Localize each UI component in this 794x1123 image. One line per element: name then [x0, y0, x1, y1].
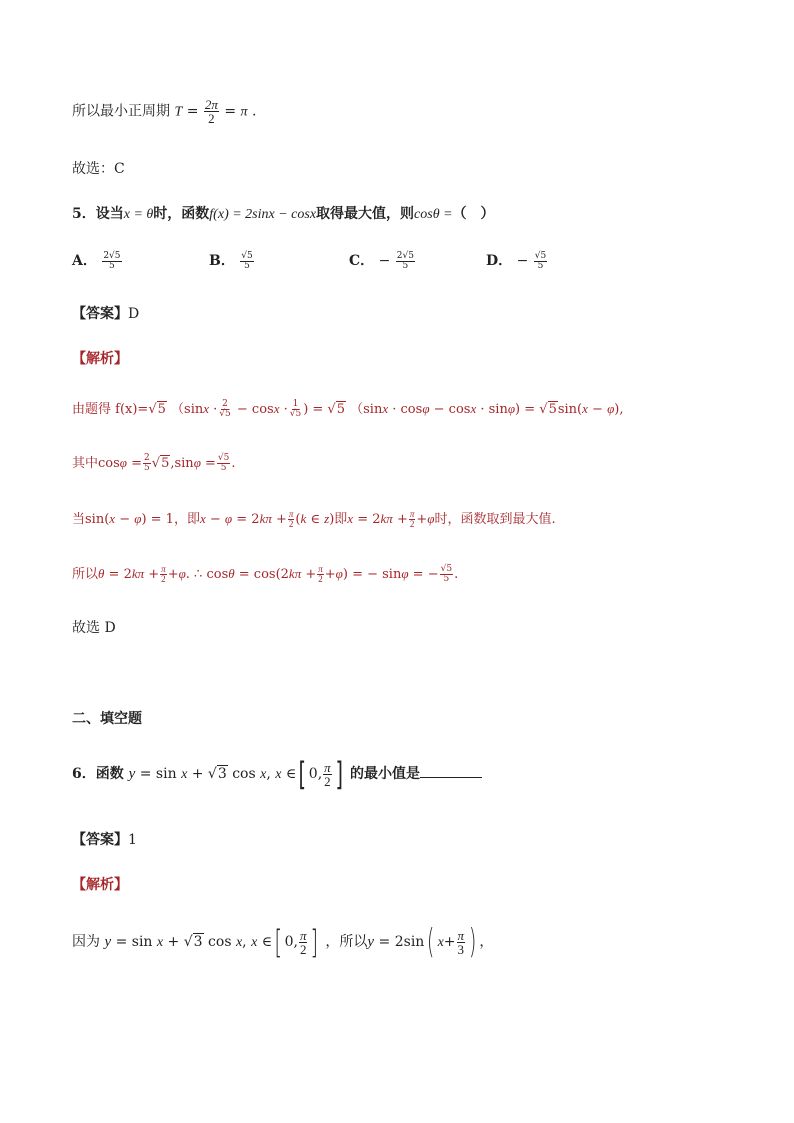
- period-label: 所以最小正周期: [72, 103, 170, 120]
- q5-options: [72, 250, 712, 278]
- option-d: D． − $\frac{√5}{5}$: [486, 250, 547, 271]
- q5-answer-value: D: [128, 306, 140, 322]
- q6-analysis-label: 【解析】: [72, 877, 128, 893]
- q6-number: 6．: [72, 766, 96, 782]
- q6-step1: 因为 y = sin x + √3 cos x, x ∈[ 0, $\frac{\pi}{2}$ ] ，所以y = 2sin( x+ $\frac{\pi}{3}$ ) ，: [72, 922, 494, 962]
- q5-stem: 5．设当x = θ时，函数f(x) = 2sinx − cosx取得最大值，则cosθ =（ ）: [72, 206, 495, 222]
- option-c: C． − $\frac{2√5}{5}$: [349, 250, 414, 271]
- q5-ask: cosθ =: [414, 207, 453, 222]
- option-a: A． $\frac{2√5}{5}$: [72, 250, 121, 271]
- option-b: B． $\frac{√5}{5}$: [209, 250, 253, 271]
- q6-answer-value: 1: [128, 832, 137, 848]
- q5-answer: 【答案】D: [72, 306, 140, 322]
- fill-blank: [420, 763, 482, 778]
- period-line: 所以最小正周期 T = $\frac{2\pi}{2}$ = π .: [72, 97, 257, 126]
- q5-function: f(x) = 2sinx − cosx: [209, 207, 317, 222]
- q5-paren: （ ）: [452, 206, 495, 222]
- q5-number: 5．: [72, 206, 96, 222]
- q5-analysis-label: 【解析】: [72, 351, 128, 367]
- section-title: 二、填空题: [72, 711, 142, 727]
- period-result: π: [240, 104, 248, 120]
- q6-answer: 【答案】1: [72, 832, 137, 848]
- q6-stem: 6．函数 y = sin x + √3 cos x, x ∈[ 0, $\frac{\pi}{2}$ ] 的最小值是: [72, 758, 482, 790]
- q5-step2: 其中cosφ = $\frac{2}{5}$ √5,sinφ = $\frac{√5}{5}$ .: [72, 453, 236, 473]
- q5-chosen: 故选 D: [72, 620, 116, 636]
- period-fraction: $\frac{2\pi}{2}$: [204, 97, 218, 126]
- q5-step4: 所以θ = 2kπ + $\frac{\pi}{2}$ +φ. ∴ cosθ = cos(2kπ + $\frac{\pi}{2}$ +φ) = − sinφ = − $\frac{√5}{5}$ .: [72, 564, 459, 584]
- q5-step1: 由题得 f(x)=√5 （sinx · $\frac{2}{√5}$ − cosx · $\frac{1}{√5}$ ) = √5 （sinx · cosφ − cosx · sinφ) = √5sin(x − φ),: [72, 399, 624, 419]
- q5-step3: 当sin(x − φ) = 1，即x − φ = 2kπ + $\frac{\pi}{2}$ (k ∈ z)即x = 2kπ + $\frac{\pi}{2}$ +φ时，函数取到最大值.: [72, 509, 556, 529]
- prev-chosen: 故选：C: [72, 161, 125, 177]
- period-symbol: T: [174, 104, 183, 120]
- q5-condition: x = θ: [123, 207, 154, 222]
